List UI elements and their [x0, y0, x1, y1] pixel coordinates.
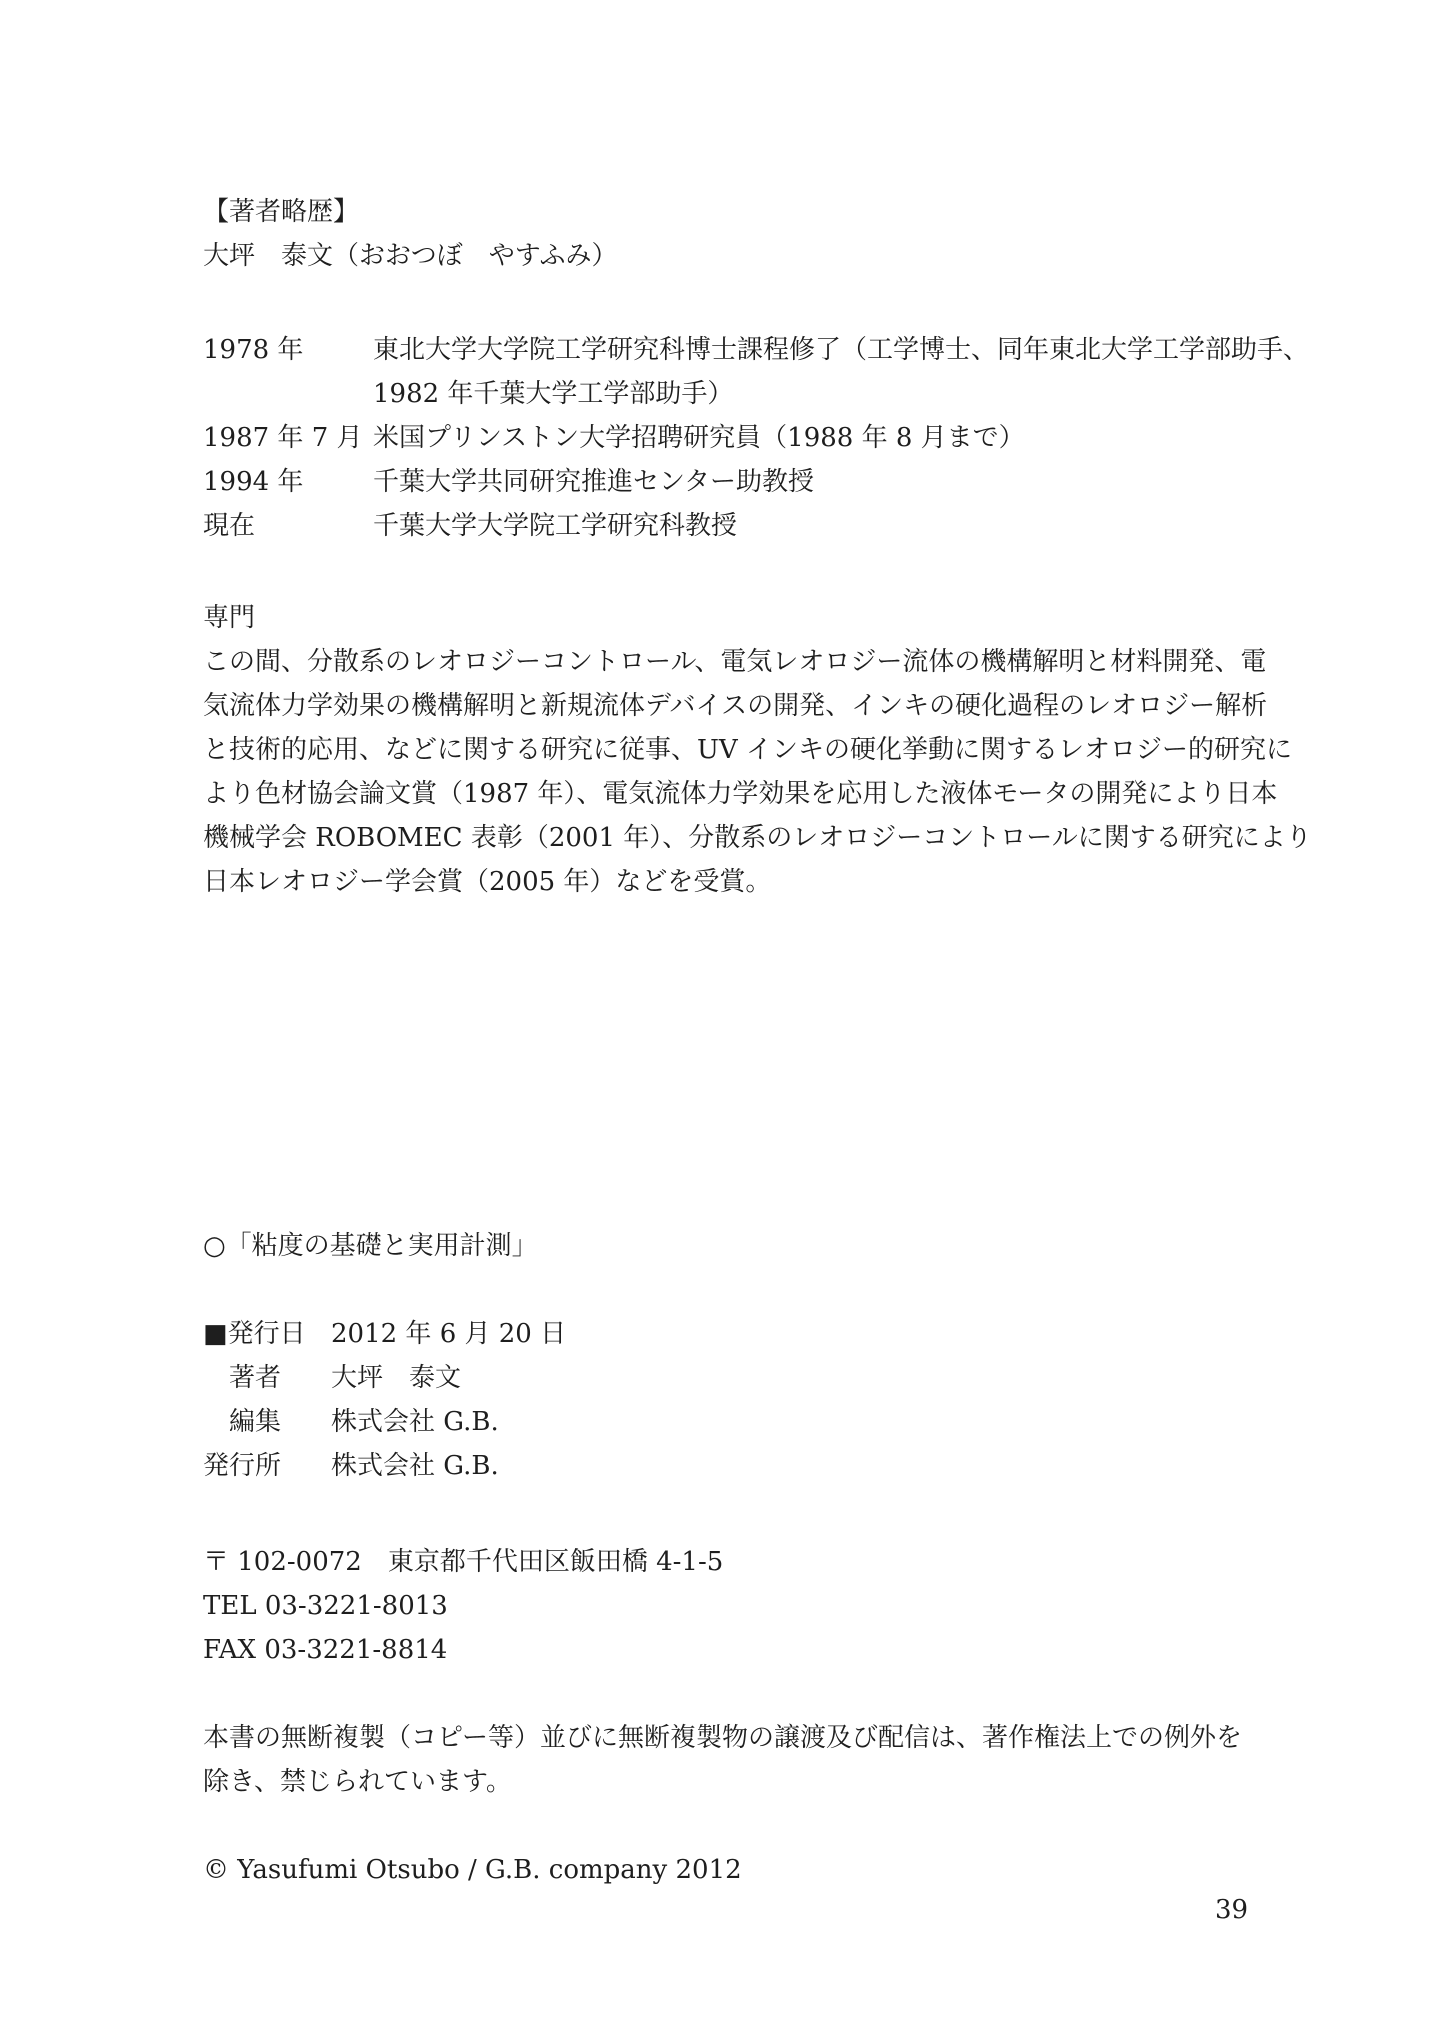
specialty-line: 気流体力学効果の機構解明と新規流体デバイスの開発、インキの硬化過程のレオロジー解析: [203, 691, 1268, 721]
page-number: 39: [1215, 1895, 1249, 1925]
address-block: [203, 1540, 723, 1672]
specialty-paragraph: [203, 640, 1312, 904]
copyright-line: © Yasufumi Otsubo / G.B. company 2012: [203, 1855, 742, 1885]
specialty-heading: 専門: [203, 603, 256, 633]
copyright-notice: [203, 1716, 1242, 1804]
history-description-cont: 1982 年千葉大学工学部助手）: [373, 379, 734, 409]
author-name: 大坪 泰文（おおつぼ やすふみ）: [203, 241, 618, 271]
history-description: 千葉大学共同研究推進センター助教授: [373, 467, 814, 497]
bio-heading: 【著者略歴】: [203, 197, 360, 227]
book-title: ○「粘度の基礎と実用計測」: [203, 1231, 538, 1261]
notice-line: 除き、禁じられています。: [203, 1767, 512, 1797]
publication-key: 編集: [203, 1407, 282, 1437]
specialty-line: 日本レオロジー学会賞（2005 年）などを受賞。: [203, 867, 772, 897]
telephone: TEL 03-3221-8013: [203, 1591, 448, 1621]
history-year: 現在: [203, 511, 256, 541]
history-description: 米国プリンストン大学招聘研究員（1988 年 8 月まで）: [373, 423, 1025, 453]
fax: FAX 03-3221-8814: [203, 1635, 448, 1665]
publication-value: 2012 年 6 月 20 日: [331, 1319, 567, 1349]
publication-key: 発行所: [203, 1451, 282, 1481]
notice-line: 本書の無断複製（コピー等）並びに無断複製物の譲渡及び配信は、著作権法上での例外を: [203, 1723, 1242, 1753]
history-year: 1978 年: [203, 335, 304, 365]
postal-address: 〒 102-0072 東京都千代田区飯田橋 4-1-5: [203, 1547, 724, 1577]
publication-value: 大坪 泰文: [331, 1363, 462, 1393]
specialty-line: より色材協会論文賞（1987 年）、電気流体力学効果を応用した液体モータの開発により日本: [203, 779, 1278, 809]
publication-key: ■発行日: [203, 1319, 306, 1349]
specialty-line: と技術的応用、などに関する研究に従事、UV インキの硬化挙動に関するレオロジー的研究に: [203, 735, 1292, 765]
history-description: 東北大学大学院工学研究科博士課程修了（工学博士、同年東北大学工学部助手、: [373, 335, 1310, 365]
history-year: 1994 年: [203, 467, 304, 497]
specialty-section: [203, 596, 1312, 904]
history-description: 千葉大学大学院工学研究科教授: [373, 511, 738, 541]
publication-value: 株式会社 G.B.: [331, 1451, 499, 1481]
publication-value: 株式会社 G.B.: [331, 1407, 499, 1437]
specialty-line: この間、分散系のレオロジーコントロール、電気レオロジー流体の機構解明と材料開発、電: [203, 647, 1267, 677]
publication-key: 著者: [203, 1363, 282, 1393]
history-year: 1987 年 7 月: [203, 423, 363, 453]
specialty-line: 機械学会 ROBOMEC 表彰（2001 年）、分散系のレオロジーコントロールに関する研究により: [203, 823, 1312, 853]
